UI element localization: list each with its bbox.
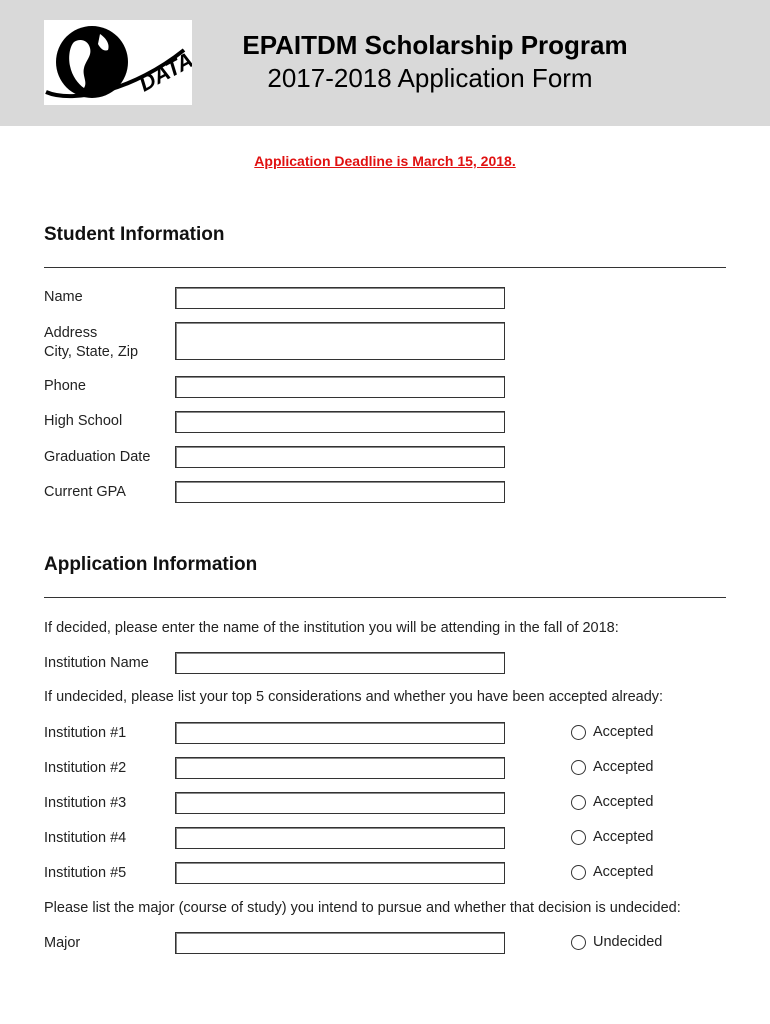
institution-4-field[interactable]: [175, 827, 505, 849]
decided-prompt: If decided, please enter the name of the institution you will be attending in the fall of 2018:: [44, 620, 619, 636]
radio-circle-icon[interactable]: [571, 935, 586, 950]
gpa-field[interactable]: [175, 481, 505, 503]
major-label: Major: [44, 935, 81, 951]
radio-circle-icon[interactable]: [571, 795, 586, 810]
high-school-label: High School: [44, 413, 123, 429]
institution-2-accepted-radio[interactable]: [571, 759, 653, 775]
institution-1-label: Institution #1: [44, 725, 127, 741]
institution-5-accepted-radio[interactable]: [571, 864, 653, 880]
institution-2-field[interactable]: [175, 757, 505, 779]
accepted-label: Accepted: [593, 864, 654, 880]
institution-name-field[interactable]: [175, 652, 505, 674]
high-school-field[interactable]: [175, 411, 505, 433]
logo-text: DATA: [134, 47, 192, 97]
name-label: Name: [44, 289, 83, 305]
institution-1-accepted-radio[interactable]: [571, 724, 653, 740]
major-prompt: Please list the major (course of study) you intend to pursue and whether that decision is undecided:: [44, 900, 681, 916]
undecided-prompt: If undecided, please list your top 5 considerations and whether you have been accepted already:: [44, 689, 664, 705]
institution-2-label: Institution #2: [44, 760, 127, 776]
header-banner: [0, 0, 770, 126]
institution-1-field[interactable]: [175, 722, 505, 744]
major-field[interactable]: [175, 932, 505, 954]
address-field[interactable]: [175, 322, 505, 360]
gpa-label: Current GPA: [44, 484, 126, 500]
address-label: Address: [44, 325, 98, 341]
page-title: EPAITDM Scholarship Program: [242, 30, 628, 60]
accepted-label: Accepted: [593, 724, 654, 740]
graduation-date-label: Graduation Date: [44, 449, 151, 465]
major-undecided-radio[interactable]: [571, 934, 662, 950]
institution-3-field[interactable]: [175, 792, 505, 814]
accepted-label: Accepted: [593, 829, 654, 845]
name-field[interactable]: [175, 287, 505, 309]
application-info-heading: Application Information: [44, 554, 258, 575]
graduation-date-field[interactable]: [175, 446, 505, 468]
deadline-notice: Application Deadline is March 15, 2018.: [254, 153, 516, 169]
institution-5-label: Institution #5: [44, 865, 127, 881]
radio-circle-icon[interactable]: [571, 760, 586, 775]
page-subtitle: 2017-2018 Application Form: [267, 63, 593, 93]
institution-4-label: Institution #4: [44, 830, 127, 846]
institution-3-label: Institution #3: [44, 795, 127, 811]
undecided-label: Undecided: [593, 934, 663, 950]
section-divider: [44, 597, 726, 598]
radio-circle-icon[interactable]: [571, 830, 586, 845]
accepted-label: Accepted: [593, 794, 654, 810]
phone-field[interactable]: [175, 376, 505, 398]
section-divider: [44, 267, 726, 268]
radio-circle-icon[interactable]: [571, 725, 586, 740]
city-state-zip-label: City, State, Zip: [44, 344, 139, 360]
institution-3-accepted-radio[interactable]: [571, 794, 653, 810]
institution-name-label: Institution Name: [44, 655, 149, 671]
radio-circle-icon[interactable]: [571, 865, 586, 880]
phone-label: Phone: [44, 378, 86, 394]
institution-5-field[interactable]: [175, 862, 505, 884]
institution-4-accepted-radio[interactable]: [571, 829, 653, 845]
student-info-heading: Student Information: [44, 224, 225, 245]
accepted-label: Accepted: [593, 759, 654, 775]
